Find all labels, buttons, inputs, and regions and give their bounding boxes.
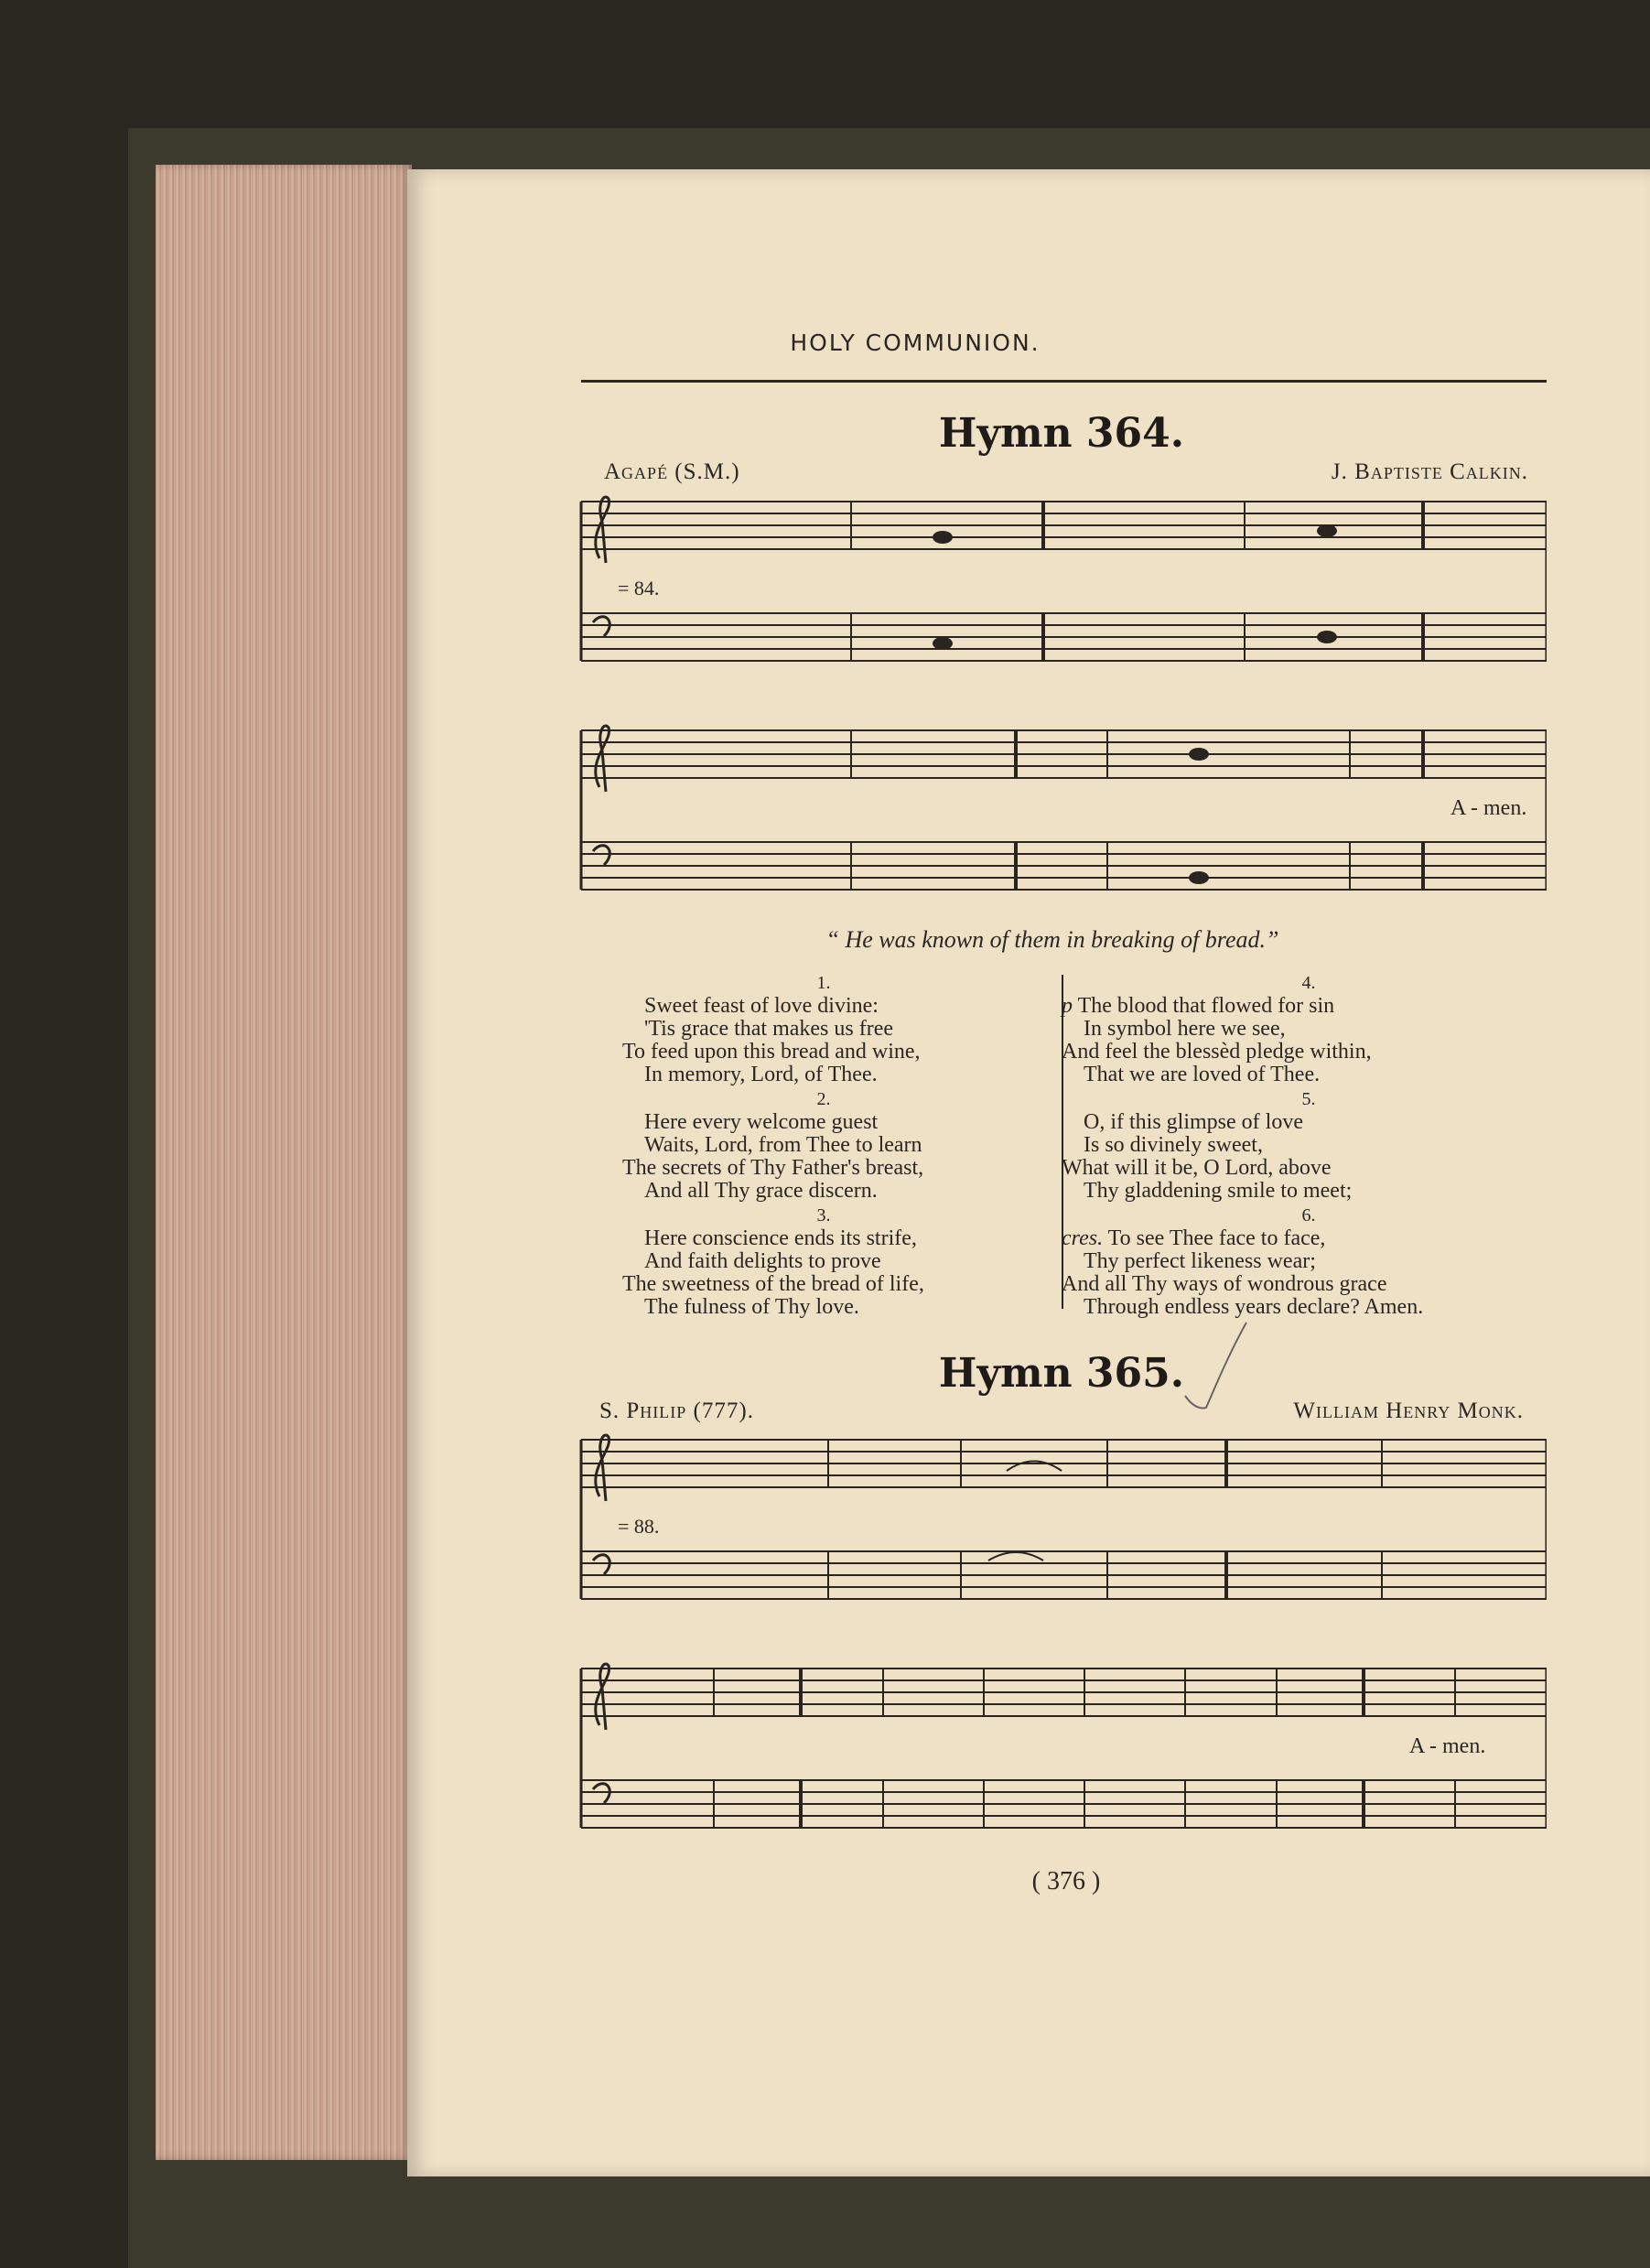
page-number: ( 376 ) [1031, 1867, 1101, 1895]
verse-4-line: That we are loved of Thee. [1084, 1063, 1321, 1086]
page-edges [156, 165, 412, 2160]
hymn-364-epigraph: “ He was known of them in breaking of bread.” [825, 926, 1279, 953]
verse-1-line: 'Tis grace that makes us free [644, 1017, 894, 1041]
hymn-365-system-2 [577, 1661, 1547, 1844]
verse-1-line: In memory, Lord, of Thee. [644, 1063, 878, 1086]
hymn-365-system-1 [577, 1432, 1547, 1615]
verse-3-line: Here conscience ends its strife, [644, 1226, 917, 1250]
verse-3-line: The fulness of Thy love. [644, 1295, 859, 1319]
verse-5-line: Thy gladdening smile to meet; [1084, 1179, 1353, 1203]
hymn-364-amen: A - men. [1450, 796, 1527, 820]
verse-4-number: 4. [1301, 973, 1316, 993]
verse-6-line: To see Thee face to face, [1107, 1226, 1326, 1250]
hymn-365-composer: William Henry Monk. [1293, 1399, 1524, 1423]
verse-2-line: The secrets of Thy Father's breast, [622, 1156, 924, 1180]
hymn-365-title: Hymn 365. [938, 1350, 1185, 1397]
hymn-364-system-2 [577, 723, 1547, 906]
verse-2-line: Here every welcome guest [644, 1110, 879, 1134]
verse-2-number: 2. [816, 1089, 831, 1109]
hymn-364-system-1 [577, 494, 1547, 677]
verse-5-line: What will it be, O Lord, above [1062, 1156, 1332, 1180]
hymn-364-tune: Agapé (S.M.) [604, 459, 740, 484]
header-rule [581, 380, 1547, 383]
verse-3-line: And faith delights to prove [644, 1249, 881, 1273]
verse-6-line: And all Thy ways of wondrous grace [1062, 1272, 1387, 1296]
verse-6-number: 6. [1301, 1205, 1316, 1226]
verse-1-line: To feed upon this bread and wine, [622, 1040, 921, 1064]
running-head: HOLY COMMUNION. [790, 329, 1041, 356]
verse-2-line: And all Thy grace discern. [644, 1179, 878, 1203]
verse-1-number: 1. [816, 973, 831, 993]
verse-4-line: The blood that flowed for sin [1077, 994, 1335, 1018]
verse-6-line: Thy perfect likeness wear; [1084, 1249, 1316, 1273]
hymn-364-composer: J. Baptiste Calkin. [1331, 459, 1528, 484]
verse-1-line: Sweet feast of love divine: [644, 994, 879, 1018]
hymn-364-column-right [1062, 970, 1556, 1319]
hymn-364-tempo: = 84. [618, 577, 660, 599]
verse-6-dynamic: cres. [1062, 1226, 1104, 1250]
hymn-365-tune: S. Philip (777). [599, 1399, 754, 1423]
verse-6-line: Through endless years declare? Amen. [1084, 1295, 1424, 1319]
verse-4-line: In symbol here we see, [1084, 1017, 1286, 1041]
verse-2-line: Waits, Lord, from Thee to learn [644, 1133, 922, 1157]
verse-5-line: Is so divinely sweet, [1084, 1133, 1263, 1157]
hymn-364-title: Hymn 364. [938, 410, 1185, 457]
hymn-365-tempo: = 88. [618, 1515, 660, 1538]
verse-5-number: 5. [1301, 1089, 1316, 1109]
verse-4-line: And feel the blessèd pledge within, [1062, 1040, 1372, 1064]
verse-3-number: 3. [816, 1205, 831, 1226]
hymn-364-column-left [622, 970, 1025, 1319]
hymn-365-amen: A - men. [1409, 1734, 1486, 1758]
verse-3-line: The sweetness of the bread of life, [622, 1272, 924, 1296]
verse-5-line: O, if this glimpse of love [1084, 1110, 1303, 1134]
verse-4-dynamic: p [1062, 994, 1073, 1018]
